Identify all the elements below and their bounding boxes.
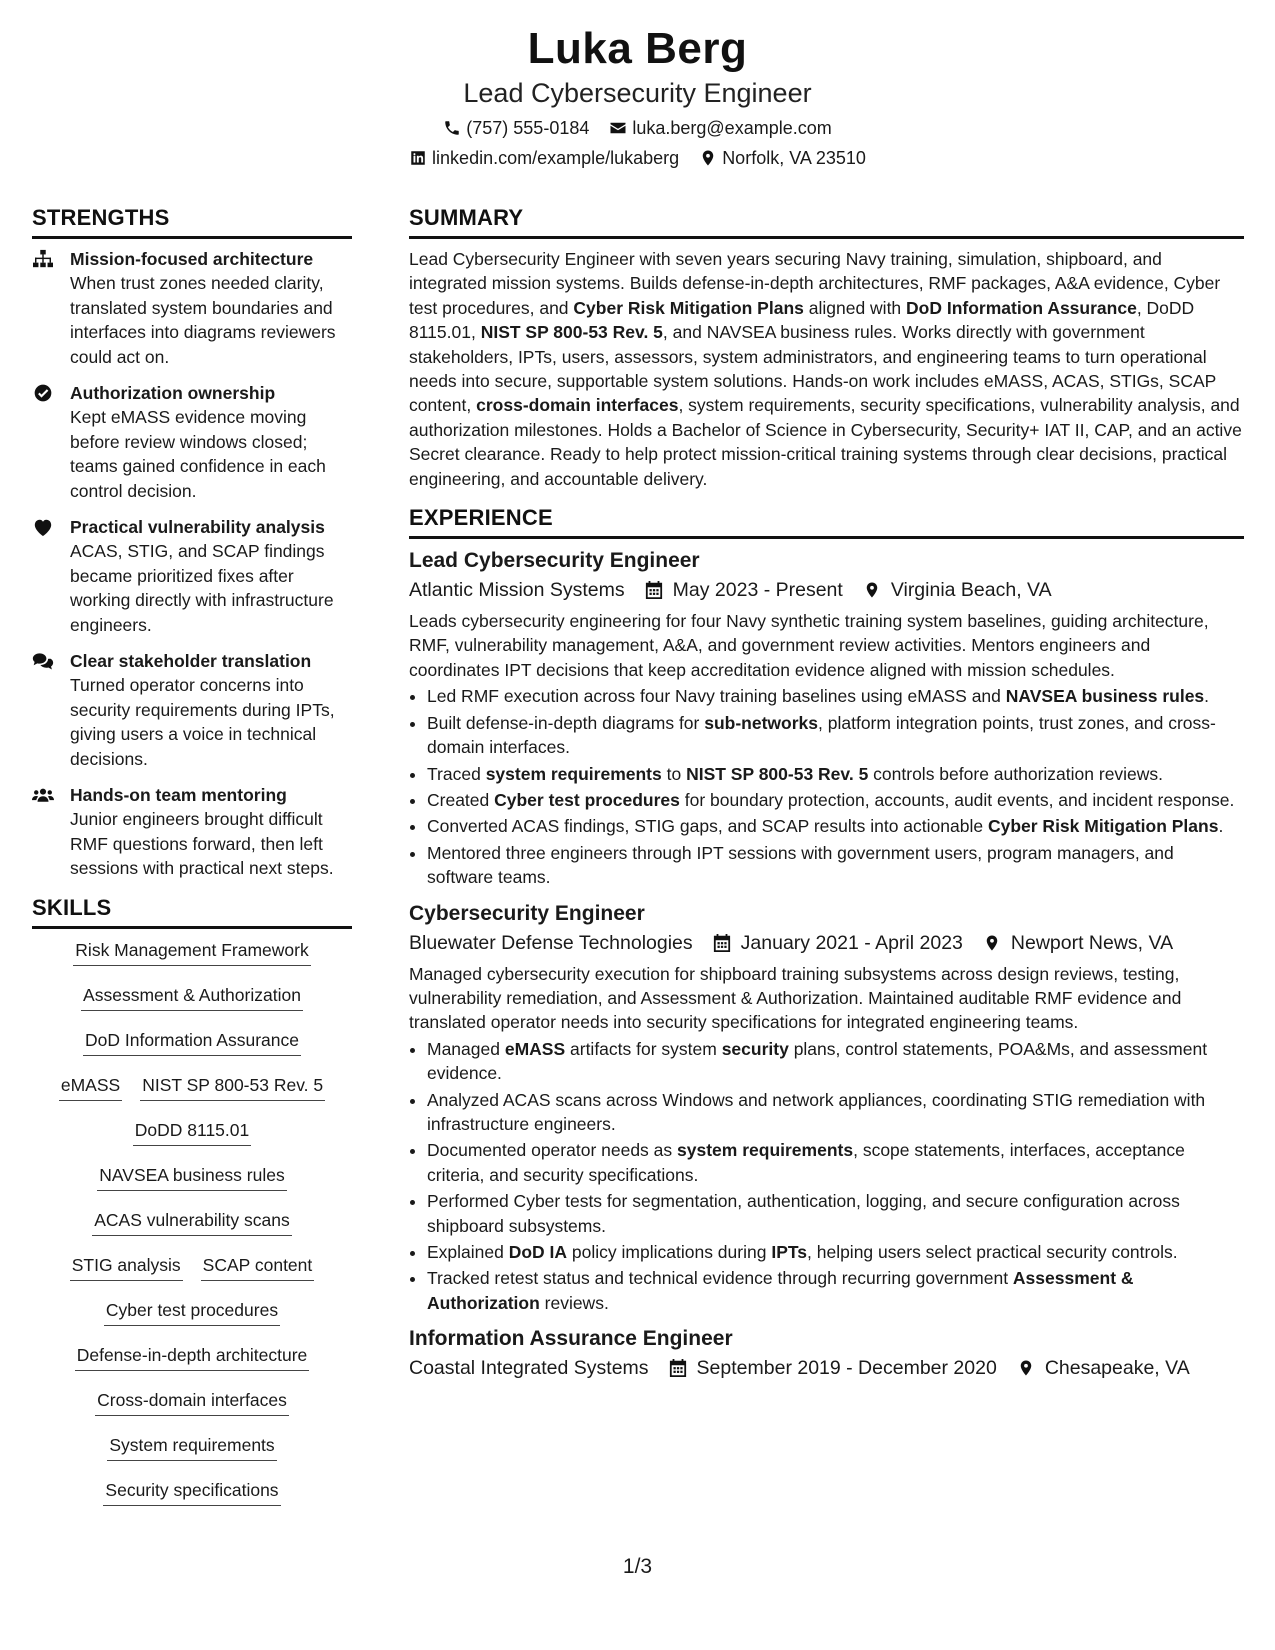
skills-list: [32, 939, 352, 1524]
strength-title: Mission-focused architecture: [70, 249, 314, 269]
strength-desc: Turned operator concerns into security requirements during IPTs, giving users a voice in technical decisions.: [70, 675, 335, 769]
bold-text: Cyber Risk Mitigation Plans: [573, 297, 804, 318]
bold-text: IPTs: [771, 1242, 807, 1262]
skill-tag: Cross-domain interfaces: [95, 1389, 289, 1416]
skill-tag: NIST SP 800-53 Rev. 5: [140, 1074, 325, 1101]
skill-tag: Security specifications: [103, 1479, 280, 1506]
strength-title: Practical vulnerability analysis: [70, 517, 325, 537]
bold-text: sub-networks: [704, 712, 819, 733]
strength-desc: Junior engineers brought difficult RMF questions forward, then left sessions with practical next steps.: [70, 809, 334, 878]
sitemap-icon: [32, 249, 54, 269]
linkedin-text[interactable]: linkedin.com/example/lukaberg: [432, 148, 680, 168]
candidate-title: Lead Cybersecurity Engineer: [463, 78, 812, 108]
experience-list: [409, 547, 1244, 1383]
contact-row-1: [0, 116, 1275, 140]
job-title: Cybersecurity Engineer: [409, 901, 645, 925]
job-description: Leads cybersecurity engineering for four Navy synthetic training system baselines, guiding architecture, RMF, vulnerability management, A&A, and government review activities. Mentors engineers and coordinates IPT decisions that keep accreditation evidence aligned with mission schedules.: [409, 611, 1209, 680]
bold-text: Cyber test procedures: [494, 789, 680, 810]
skill-tag: ACAS vulnerability scans: [92, 1209, 292, 1236]
skill-tag: DoDD 8115.01: [133, 1119, 251, 1146]
job-entry: [409, 547, 1244, 889]
job-description: Managed cybersecurity execution for shipboard training subsystems across design reviews, testing, vulnerability remediation, and Assessment & Authorization. Maintained auditable RMF evidence and translated operator needs into security specifications for integrated engineering teams.: [409, 963, 1182, 1033]
skill-row: [32, 1029, 352, 1074]
map-pin-icon: [863, 580, 881, 600]
right-column: [409, 205, 1244, 1393]
bold-text: NAVSEA business rules: [1005, 686, 1205, 707]
skill-row: [32, 1344, 352, 1389]
email-text[interactable]: luka.berg@example.com: [632, 118, 832, 138]
contact-row-2: [0, 146, 1275, 170]
skill-row: [32, 1254, 352, 1299]
skill-tag: Assessment & Authorization: [81, 984, 303, 1011]
bold-text: NIST SP 800-53 Rev. 5: [686, 763, 869, 784]
strength-title: Authorization ownership: [70, 383, 276, 403]
bold-text: Cyber Risk Mitigation Plans: [987, 816, 1219, 837]
bold-text: system requirements: [677, 1140, 854, 1161]
bold-text: DoD Information Assurance: [906, 297, 1137, 318]
left-column: [32, 205, 352, 1524]
skill-tag: DoD Information Assurance: [83, 1029, 301, 1056]
location-text: Norfolk, VA 23510: [722, 148, 866, 168]
skill-row: [32, 1074, 352, 1119]
map-pin-icon: [699, 149, 717, 167]
strength-item: [32, 381, 352, 503]
skill-row: [32, 1119, 352, 1164]
bullet-item: • Performed Cyber tests for segmentation, authentication, logging, and secure configuration across shipboard subsystems.: [427, 1189, 1244, 1238]
job-title: Lead Cybersecurity Engineer: [409, 549, 700, 573]
summary-heading: SUMMARY: [409, 205, 1244, 239]
phone-contact: [443, 116, 589, 140]
bold-text: cross-domain interfaces: [476, 395, 679, 416]
phone-text: (757) 555-0184: [466, 118, 590, 138]
job-dates: January 2021 - April 2023: [740, 931, 963, 954]
job-meta: [409, 928, 1244, 958]
skill-row: [32, 984, 352, 1029]
strengths-heading: STRENGTHS: [32, 205, 352, 239]
strength-title: Clear stakeholder translation: [70, 651, 312, 671]
comments-icon: [32, 651, 54, 671]
skill-tag: Cyber test procedures: [104, 1299, 280, 1326]
strength-title: Hands-on team mentoring: [70, 785, 287, 805]
skill-row: [32, 939, 352, 984]
bullet-item: • Tracked retest status and technical evidence through recurring government Assessment & Authorization reviews.: [427, 1266, 1244, 1315]
bullet-item: • Converted ACAS findings, STIG gaps, and SCAP results into actionable Cyber Risk Mitigation Plans.: [427, 814, 1244, 838]
heart-icon: [32, 517, 54, 537]
page-number: 1/3: [622, 1555, 653, 1578]
skill-tag: Risk Management Framework: [73, 939, 310, 966]
check-circle-icon: [32, 383, 54, 403]
job-location: Chesapeake, VA: [1044, 1357, 1190, 1380]
skill-row: [32, 1389, 352, 1434]
skill-tag: System requirements: [107, 1434, 276, 1461]
skill-tag: STIG analysis: [70, 1254, 183, 1281]
strength-item: [32, 783, 352, 881]
bold-text: system requirements: [485, 763, 662, 784]
bullet-item: • Created Cyber test procedures for boundary protection, accounts, audit events, and incident response.: [427, 788, 1244, 812]
experience-heading: EXPERIENCE: [409, 505, 1244, 539]
strength-desc: When trust zones needed clarity, translated system boundaries and interfaces into diagrams reviewers could act on.: [70, 273, 336, 367]
job-meta: [409, 575, 1244, 605]
job-location: Virginia Beach, VA: [890, 579, 1052, 602]
skills-heading: SKILLS: [32, 895, 352, 929]
phone-icon: [443, 119, 461, 137]
strength-item: [32, 247, 352, 369]
job-dates: May 2023 - Present: [672, 579, 843, 602]
skill-row: [32, 1209, 352, 1254]
job-company: Atlantic Mission Systems: [409, 579, 625, 602]
job-title: Information Assurance Engineer: [409, 1327, 733, 1351]
bullet-item: • Mentored three engineers through IPT sessions with government users, program managers, and software teams.: [427, 841, 1244, 890]
job-location: Newport News, VA: [1010, 931, 1174, 954]
calendar-icon: [645, 580, 663, 600]
skill-row: [32, 1434, 352, 1479]
strength-desc: Kept eMASS evidence moving before review windows closed; teams gained confidence in each control decision.: [70, 407, 326, 501]
skill-row: [32, 1479, 352, 1524]
map-pin-icon: [983, 933, 1001, 953]
job-entry: [409, 1325, 1244, 1383]
job-bullets: [409, 1037, 1244, 1315]
strength-item: [32, 649, 352, 771]
bullet-item: • Led RMF execution across four Navy training baselines using eMASS and NAVSEA business rules.: [427, 684, 1244, 708]
bullet-item: • Built defense-in-depth diagrams for sub-networks, platform integration points, trust zones, and cross-domain interfaces.: [427, 711, 1244, 760]
strength-desc: ACAS, STIG, and SCAP findings became prioritized fixes after working directly with infrastructure engineers.: [70, 541, 334, 635]
skill-tag: SCAP content: [201, 1254, 315, 1281]
resume-header: [0, 22, 1275, 170]
bullet-item: • Explained DoD IA policy implications during IPTs, helping users select practical security controls.: [427, 1240, 1244, 1264]
bullet-item: • Documented operator needs as system requirements, scope statements, interfaces, acceptance criteria, and security specifications.: [427, 1138, 1244, 1187]
candidate-name: Luka Berg: [527, 24, 748, 73]
strengths-list: [32, 247, 352, 881]
users-icon: [32, 785, 54, 805]
bold-text: security: [721, 1038, 789, 1059]
skill-row: [32, 1299, 352, 1344]
skill-tag: eMASS: [59, 1074, 122, 1101]
job-company: Bluewater Defense Technologies: [409, 931, 693, 954]
bold-text: DoD IA: [508, 1242, 568, 1262]
skill-tag: Defense-in-depth architecture: [75, 1344, 310, 1371]
bullet-item: • Traced system requirements to NIST SP 800-53 Rev. 5 controls before authorization reviews.: [427, 762, 1244, 786]
bold-text: Assessment & Authorization: [427, 1268, 1134, 1313]
summary-text: Lead Cybersecurity Engineer with seven years securing Navy training, simulation, shipboard, and integrated mission systems. Builds defense-in-depth architectures, RMF packages, A&A evidence, Cyber test procedures, and Cyber Risk Mitigation Plans aligned with DoD Information Assurance, DoDD 8115.01, NIST SP 800-53 Rev. 5, and NAVSEA business rules. Works directly with government stakeholders, IPTs, users, assessors, system administrators, and engineering teams to turn operational needs into secure, supportable system solutions. Hands-on work includes eMASS, ACAS, STIGs, SCAP content, cross-domain interfaces, system requirements, security specifications, vulnerability analysis, and authorization milestones. Holds a Bachelor of Science in Cybersecurity, Security+ IAT II, CAP, and an active Secret clearance. Ready to help protect mission-critical training systems through clear decisions, practical engineering, and accountable delivery.: [409, 249, 1242, 489]
bold-text: eMASS: [504, 1038, 566, 1059]
email-contact[interactable]: [609, 116, 831, 140]
skill-row: [32, 1164, 352, 1209]
linkedin-contact[interactable]: [409, 146, 679, 170]
job-entry: [409, 900, 1244, 1316]
bold-text: NIST SP 800-53 Rev. 5: [480, 322, 663, 343]
job-company: Coastal Integrated Systems: [409, 1357, 649, 1380]
map-pin-icon: [1017, 1358, 1035, 1378]
bullet-item: • Managed eMASS artifacts for system security plans, control statements, POA&Ms, and assessment evidence.: [427, 1037, 1244, 1086]
location-contact: [699, 146, 866, 170]
bullet-item: • Analyzed ACAS scans across Windows and network appliances, coordinating STIG remediation with infrastructure engineers.: [427, 1088, 1244, 1137]
job-meta: [409, 1353, 1244, 1383]
calendar-icon: [713, 933, 731, 953]
strength-item: [32, 515, 352, 637]
job-bullets: [409, 684, 1244, 889]
linkedin-icon: [409, 149, 427, 167]
envelope-icon: [609, 119, 627, 137]
job-dates: September 2019 - December 2020: [696, 1357, 997, 1380]
skill-tag: NAVSEA business rules: [97, 1164, 286, 1191]
calendar-icon: [669, 1358, 687, 1378]
